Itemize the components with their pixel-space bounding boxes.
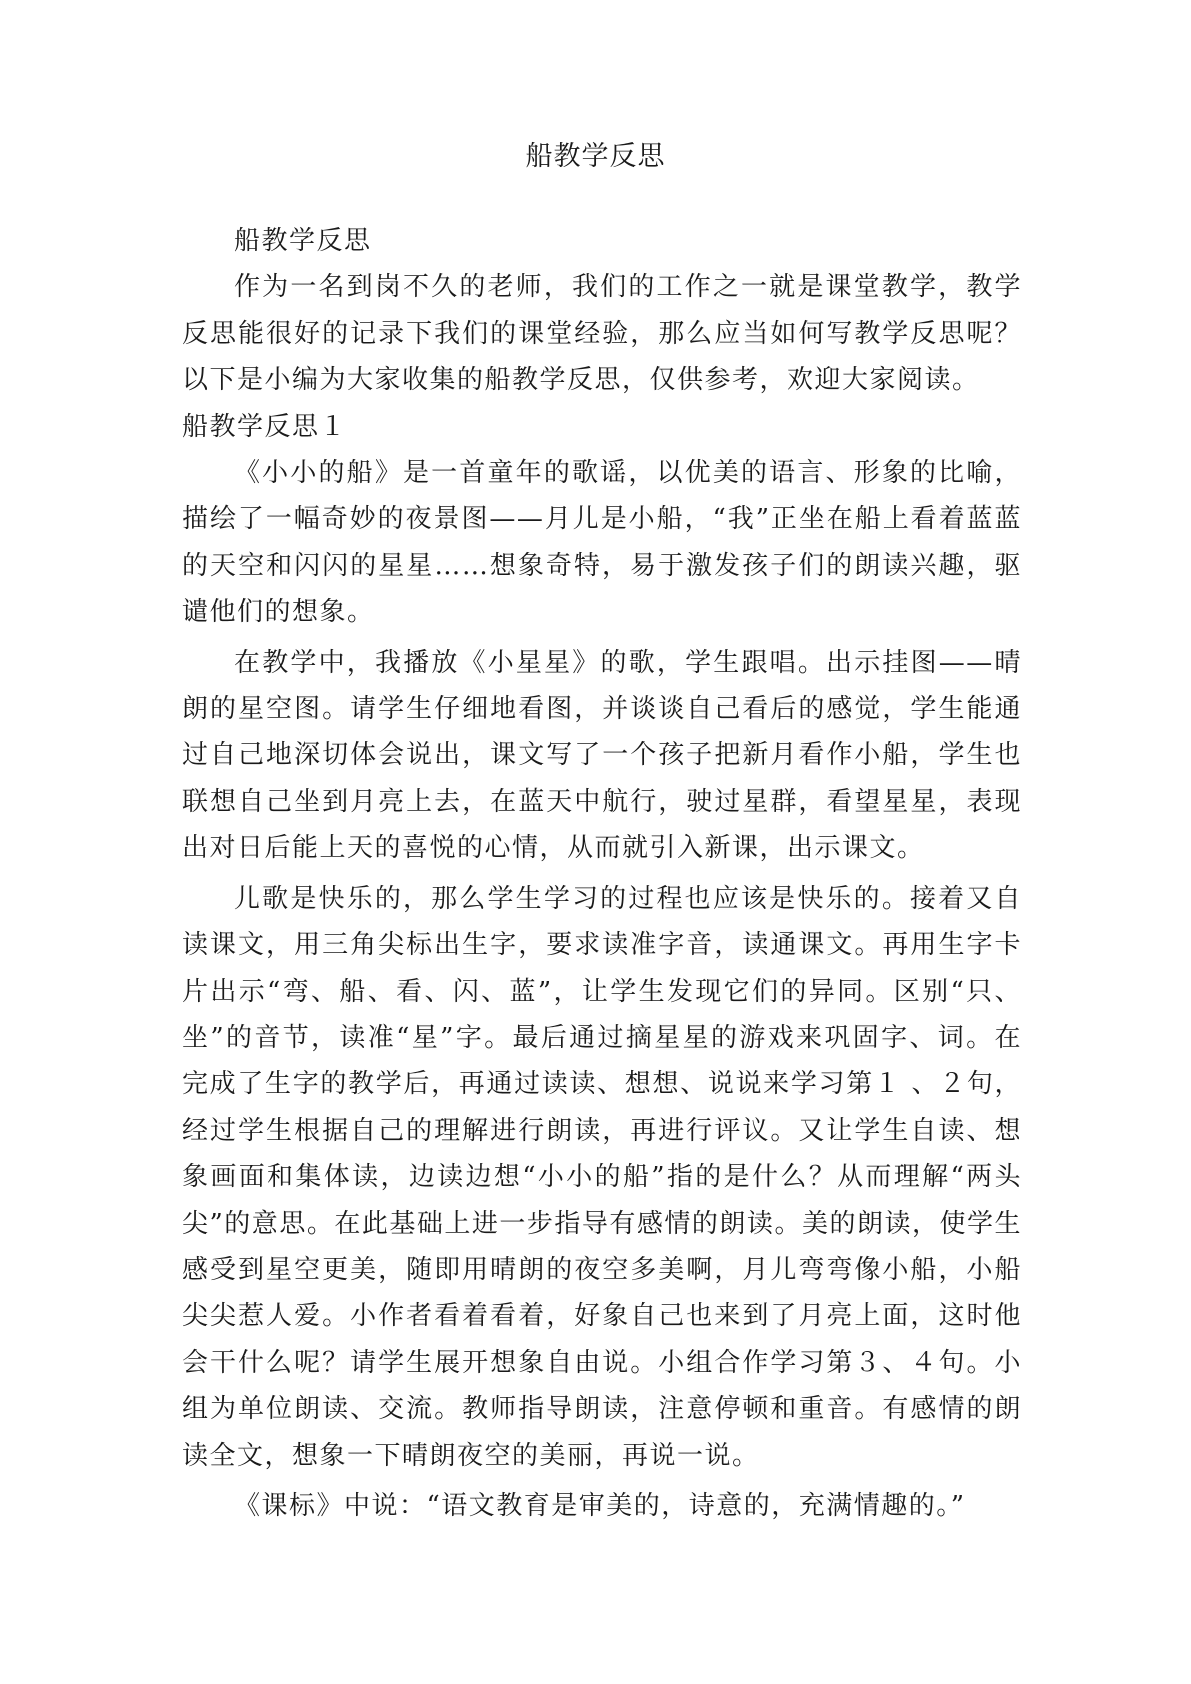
paragraph: 《小小的船》是一首童年的歌谣，以优美的语言、形象的比喻，描绘了一幅奇妙的夜景图——月儿是小船，“我”正坐在船上看着蓝蓝的天空和闪闪的星星……想象奇特，易于激发孩子们的朗读兴趣，驱谴他们的想象。 xyxy=(182,458,1022,628)
paragraph: 儿歌是快乐的，那么学生学习的过程也应该是快乐的。接着又自读课文，用三角尖标出生字，要求读准字音，读通课文。再用生字卡片出示“弯、船、看、闪、蓝”，让学生发现它们的异同。区别“只、坐”的音节，读准“星”字。最后通过摘星星的游戏来巩固字、词。在完成了生字的教学后，再通过读读、想想、说说来学习第１ 、２句，经过学生根据自己的理解进行朗读，再进行评议。又让学生自读、想象画面和集体读，边读边想“小小的船”指的是什么？从而理解“两头尖”的意思。在此基础上进一步指导有感情的朗读。美的朗读，使学生感受到星空更美，随即用晴朗的夜空多美啊，月儿弯弯像小船，小船尖尖惹人爱。小作者看着看着，好象自己也来到了月亮上面，这时他会干什么呢？请学生展开想象自由说。小组合作学习第３、４句。小组为单位朗读、交流。教师指导朗读，注意停顿和重音。有感情的朗读全文，想象一下晴朗夜空的美丽，再说一说。 xyxy=(182,883,1022,1471)
section-heading: 船教学反思１ xyxy=(182,411,348,442)
paragraph: 在教学中，我播放《小星星》的歌，学生跟唱。出示挂图——晴朗的星空图。请学生仔细地看图，并谈谈自己看后的感觉，学生能通过自己地深切体会说出，课文写了一个孩子把新月看作小船，学生也联想自己坐到月亮上去，在蓝天中航行，驶过星群，看望星星，表现出对日后能上天的喜悦的心情，从而就引入新课，出示课文。 xyxy=(182,647,1022,864)
document-title: 船教学反思 xyxy=(525,141,666,172)
document-body xyxy=(182,218,1022,1529)
paragraph-intro: 作为一名到岗不久的老师，我们的工作之一就是课堂教学，教学反思能很好的记录下我们的课堂经验，那么应当如何写教学反思呢？以下是小编为大家收集的船教学反思，仅供参考，欢迎大家阅读。 xyxy=(182,272,1022,396)
paragraph: 《课标》中说：“语文教育是审美的，诗意的，充满情趣的。” xyxy=(234,1490,966,1521)
paragraph-subtitle: 船教学反思 xyxy=(234,226,372,256)
